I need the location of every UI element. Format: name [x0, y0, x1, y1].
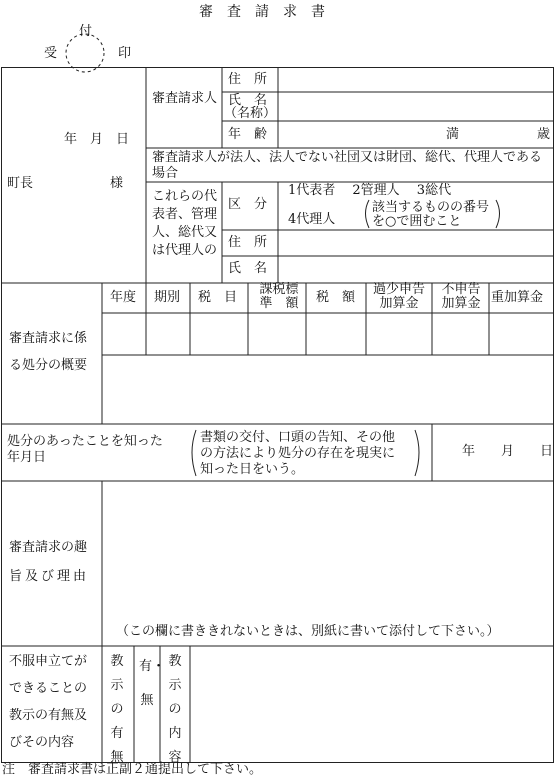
known-date-note-2: の方法により処分の存在を現実に	[200, 446, 396, 461]
addressee: 町長	[7, 176, 34, 191]
header-heavy-penalty: 重加算金	[491, 290, 544, 305]
instruction-col-content: 教示の内容	[168, 654, 182, 765]
instruction-col-presence: 教示の有無	[110, 654, 124, 765]
representative-hint-1: 該当するものの番号	[372, 200, 490, 215]
requester-name-sublabel: （名称）	[224, 106, 277, 121]
representative-kubun-label: 区 分	[228, 197, 268, 212]
page-title: 審 査 請 求 書	[199, 4, 325, 20]
addressee-honorific: 様	[110, 176, 124, 191]
representative-label: これらの代表者、管理人、総代又は代理人の	[152, 189, 218, 258]
instruction-label-4: びその内容	[9, 735, 75, 750]
representative-options-2: 4代理人	[288, 212, 336, 227]
disposition-label-1: 審査請求に係	[9, 331, 88, 346]
representative-name-label: 氏 名	[228, 261, 268, 276]
requester-age-label: 年 齢	[228, 127, 268, 142]
requester-address-label: 住 所	[228, 72, 268, 87]
footer-note: 注 審査請求書は正副２通提出して下さい。	[2, 762, 263, 777]
reason-label-2: 旨及び理由	[9, 569, 90, 584]
header-no-filing-penalty: 不申告加算金	[441, 282, 481, 311]
stamp-left-char: 受	[44, 46, 58, 61]
header-tax-item: 税 目	[198, 290, 238, 305]
disposition-label-2: る処分の概要	[9, 358, 88, 373]
requester-name-label: 氏 名	[228, 93, 268, 108]
header-year: 年度	[110, 290, 137, 305]
stamp-right-char: 印	[118, 46, 132, 61]
reason-note: （この欄に書ききれないときは、別紙に書いて添付して下さい。）	[116, 624, 500, 639]
header-taxable-base: 課税標準 額	[259, 282, 299, 311]
known-date-note-1: 書類の交付、口頭の告知、その他	[200, 430, 396, 445]
representative-note: 審査請求人が法人、法人でない社団又は財団、総代、代理人である場合	[152, 150, 543, 182]
header-period: 期別	[154, 290, 181, 305]
instruction-col-yes-no: 有・無	[139, 659, 166, 708]
instruction-label-1: 不服申立てが	[9, 654, 88, 669]
known-date-label: 処分のあったことを知った年月日	[7, 434, 163, 466]
instruction-label-2: できることの	[9, 681, 88, 696]
known-date-note-3: 知った日をいう。	[200, 462, 305, 477]
header-tax-amount: 税 額	[316, 290, 356, 305]
requester-label: 審査請求人	[152, 91, 218, 106]
submission-date: 年 月 日	[64, 132, 130, 147]
instruction-label-3: 教示の有無及	[9, 708, 88, 723]
representative-address-label: 住 所	[228, 235, 268, 250]
representative-options-1: 1代表者 2管理人 3総代	[288, 183, 452, 198]
requester-age-suffix: 満 歳	[446, 127, 551, 142]
representative-hint-2: を○で囲むこと	[372, 214, 462, 229]
header-under-penalty: 過少申告加算金	[372, 282, 425, 311]
reason-label-1: 審査請求の趣	[9, 540, 88, 555]
stamp-top-char: 付	[79, 24, 93, 39]
known-date-value: 年 月 日	[462, 444, 554, 459]
